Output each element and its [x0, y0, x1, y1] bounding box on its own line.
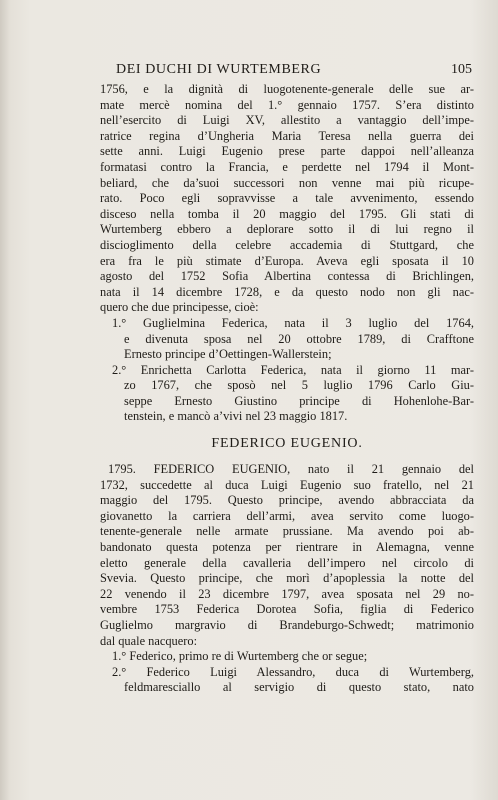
- text-line: Wurtemberg ebbero a deplorare sotto il di lui regno il: [100, 222, 474, 237]
- text-line: 1756, e la dignità di luogotenente-generale delle sue ar-: [100, 82, 474, 96]
- text-line: dal quale nacquero:: [100, 633, 198, 648]
- children-list-luigi-eugenio: [100, 316, 474, 425]
- text-line: agosto del 1752 Sofia Albertina contessa di Brichlingen,: [100, 269, 474, 284]
- text-line: 1795. FEDERICO EUGENIO, nato il 21 gennaio del: [108, 462, 474, 477]
- text-line: bandonato questa potenza per rientrare in Alemagna, venne: [100, 540, 474, 555]
- text-line: sette anni. Luigi Eugenio prese parte dappoi nell’alleanza: [100, 144, 474, 159]
- text-line: Guglielmo margravio di Brandeburgo-Schwedt; matrimonio: [100, 618, 474, 632]
- list-item: 1.° Federico, primo re di Wurtemberg che or segue;: [112, 649, 368, 664]
- text-line: 22 venendo il 23 dicembre 1797, avea sposata nel 29 no-: [100, 586, 474, 601]
- text-line: nell’esercito di Luigi XV, allestito a vantaggio dell’impe-: [100, 113, 474, 128]
- text-line: maggio del 1795. Questo principe, avendo abbracciata da: [100, 493, 474, 508]
- text-line: giovanetto la carriera dell’armi, avea servito come luogo-: [100, 508, 474, 523]
- text-line: mate mercè nomina del 1.° gennaio 1757. S’era distinto: [100, 97, 474, 112]
- body-text: [100, 82, 474, 696]
- text-line: feldmaresciallo al servigio di questo stato, nato: [124, 680, 474, 695]
- text-line: quero che due principesse, cioè:: [100, 300, 259, 315]
- text-line: tenstein, e mancò a’vivi nel 23 maggio 1817.: [124, 409, 348, 424]
- text-line: seppe Ernesto Giustino principe di Hohenlohe-Bar-: [124, 393, 474, 408]
- children-list-federico-eugenio: [100, 649, 474, 696]
- text-line: disceso nella tomba il 20 maggio del 1795. Gli stati di: [100, 206, 474, 221]
- page-number: 105: [451, 62, 472, 77]
- text-line: 2.° Enrichetta Carlotta Federica, nata il giorno 11 mar-: [112, 362, 474, 377]
- text-line: discioglimento della celebre accademia di Stuttgard, che: [100, 237, 474, 252]
- text-line: vembre 1753 Federica Dorotea Sofia, figlia di Federico: [100, 602, 474, 617]
- list-item: 2.° Federico Luigi Alessandro, duca di Wurtemberg,: [112, 664, 474, 679]
- running-head: [96, 62, 476, 80]
- text-line: tenente-generale nelle armate prussiane. Ma avendo poi ab-: [100, 524, 474, 539]
- paragraph-federico-eugenio: [100, 462, 474, 649]
- text-line: 1732, succedette al duca Luigi Eugenio suo fratello, nel 21: [100, 477, 474, 492]
- text-line: 1.° Guglielmina Federica, nata il 3 luglio del 1764,: [112, 315, 474, 330]
- running-title: DEI DUCHI DI WURTEMBERG: [116, 62, 322, 77]
- text-line: rato. Poco egli sopravvisse a tale avvenimento, essendo: [100, 191, 474, 206]
- list-item: [100, 363, 474, 425]
- text-line: beliard, che da’suoi successori non venne mai più ricupe-: [100, 175, 474, 190]
- text-line: era fra le più stimate d’Europa. Aveva egli sposata il 10: [100, 253, 474, 268]
- text-line: Ernesto principe d’Oettingen-Wallerstein;: [124, 347, 332, 362]
- text-line: nata il 14 dicembre 1728, e da questo nodo non gli nac-: [100, 284, 474, 299]
- paragraph-luigi-eugenio: [100, 82, 474, 316]
- section-heading: FEDERICO EUGENIO.: [211, 436, 363, 452]
- text-line: eletto generale della cavalleria dell’impero nel circolo di: [100, 555, 474, 570]
- text-line: formatasi contro la Francia, e perdette nel 1794 il Mont-: [100, 159, 474, 174]
- text-line: e divenuta sposa nel 20 ottobre 1789, di Crafftone: [124, 331, 474, 346]
- list-item: [100, 316, 474, 363]
- text-line: zo 1767, che sposò nel 5 luglio 1796 Carlo Giu-: [124, 378, 474, 393]
- text-line: ratrice regina d’Ungheria Maria Teresa nella guerra dei: [100, 128, 474, 143]
- text-line: Svevia. Questo principe, che morì d’apoplessia la notte del: [100, 571, 474, 586]
